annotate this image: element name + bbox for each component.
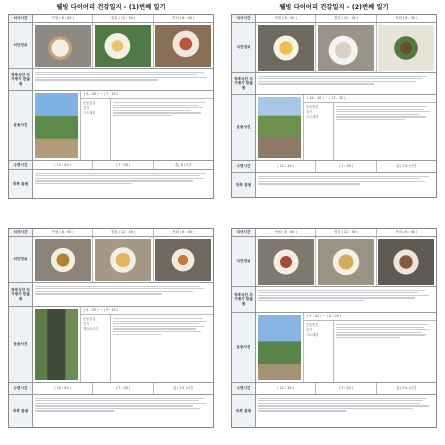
diary-table — [8, 14, 214, 199]
exercise-item: 걷기 — [306, 109, 313, 114]
breakfast-time: 아침 ( 8 : 45 ) — [33, 15, 93, 22]
breakfast-time: 아침 ( 8 : 30 ) — [256, 15, 316, 22]
lunch-time: 점심 ( 12 : 30 ) — [316, 229, 376, 236]
sleep-label: 수면시간 — [232, 383, 256, 394]
diary-table — [231, 228, 437, 428]
exercise-time: ( 6 : 30 ) ~ ( 7 : 30 ) — [81, 91, 213, 99]
exercise-label: 운동사진 — [9, 91, 33, 160]
meal-time-label: 식사시간 — [9, 229, 33, 236]
exercise-item: 걷기 — [83, 321, 90, 326]
exercise-type-label: 운동종류 — [306, 105, 319, 109]
exercise-item: 걷기 — [83, 105, 90, 110]
breakfast-photo — [35, 239, 91, 281]
meal-time-label: 식사시간 — [232, 229, 256, 236]
meal-note-label: 하루식단 자가평가 한줄평 — [232, 287, 256, 312]
meal-time-label: 식사시간 — [232, 15, 256, 22]
exercise-row — [9, 307, 213, 383]
exercise-label: 운동사진 — [9, 307, 33, 382]
exercise-label: 운동사진 — [232, 95, 256, 160]
diary-page-1 — [8, 4, 214, 218]
meal-photo-row — [9, 23, 213, 69]
lunch-photo — [318, 25, 374, 71]
sleep-total: 총( 8 )시간 — [174, 162, 192, 167]
sleep-row — [9, 161, 213, 170]
dinner-time: 저녁 ( 6 : 40 ) — [395, 230, 418, 235]
breakfast-photo — [258, 25, 314, 71]
review-label: 하루 총평 — [9, 170, 33, 198]
breakfast-photo — [35, 25, 91, 67]
exercise-row — [232, 313, 436, 383]
sleep-bedtime: ( 11 : 00 ) — [33, 161, 93, 169]
meal-photo-row — [9, 237, 213, 283]
exercise-time: ( 16 : 30 ) ~ ( 17 : 30 ) — [304, 95, 436, 103]
meal-photo-row — [232, 23, 436, 73]
breakfast-time: 아침 ( 8 : 40 ) — [33, 229, 93, 236]
exercise-photo — [35, 93, 78, 158]
exercise-label: 운동사진 — [232, 313, 256, 382]
exercise-row — [232, 95, 436, 161]
sleep-total: 총( 7.5 )시간 — [173, 386, 194, 391]
meal-photo-row — [232, 237, 436, 287]
exercise-time: ( 4 : 30 ) ~ ( 5 : 30 ) — [81, 307, 213, 315]
sleep-bedtime: ( 12 : 00 ) — [33, 383, 93, 394]
exercise-item: 걷기 — [306, 327, 313, 332]
page-title: 웰빙 다이어리 건강일지 - (1)번째 일기 — [56, 4, 166, 11]
review-row — [232, 395, 436, 427]
diary-page-3 — [8, 228, 214, 442]
dinner-photo — [378, 239, 434, 285]
meal-note-label: 하루식단 자가평가 한줄평 — [9, 69, 33, 90]
sleep-wake: ( 7 : 00 ) — [316, 383, 376, 394]
meal-photo-label: 식단정보 — [232, 237, 256, 286]
diary-page-2 — [231, 4, 437, 218]
breakfast-time: 아침 ( 8 : 30 ) — [256, 229, 316, 236]
review-row — [9, 170, 213, 198]
meal-photo-label: 식단정보 — [232, 23, 256, 72]
sleep-row — [232, 383, 436, 395]
dinner-photo — [378, 25, 434, 71]
review-label: 하루 총평 — [232, 395, 256, 427]
review-row — [9, 395, 213, 427]
lunch-time: 점심 ( 12 : 30 ) — [93, 229, 153, 236]
review-row — [232, 173, 436, 197]
exercise-item: 스트레칭 — [306, 114, 319, 119]
diary-table — [231, 14, 437, 198]
exercise-item: 스트레칭 — [83, 110, 96, 115]
sleep-wake: ( 7 : 00 ) — [93, 161, 153, 169]
lunch-photo — [318, 239, 374, 285]
review-label: 하루 총평 — [9, 395, 33, 427]
meal-time-row — [232, 229, 436, 237]
exercise-photo — [35, 309, 78, 380]
meal-time-row — [232, 15, 436, 23]
sleep-label: 수면시간 — [232, 161, 256, 172]
meal-note-row — [9, 69, 213, 91]
meal-time-row — [9, 15, 213, 23]
lunch-photo — [95, 239, 151, 281]
sleep-total: 총( 7.5 )시간 — [396, 164, 417, 169]
exercise-type-label: 운동종류 — [83, 317, 96, 321]
exercise-time: ( 5 : 00 ) ~ ( 6 : 00 ) — [304, 313, 436, 321]
meal-note-row — [232, 287, 436, 313]
meal-note-label: 하루식단 자가평가 한줄평 — [232, 73, 256, 94]
meal-time-row — [9, 229, 213, 237]
meal-note-label: 하루식단 자가평가 한줄평 — [9, 283, 33, 306]
meal-photo-label: 식단정보 — [9, 237, 33, 282]
dinner-time: 저녁 ( 6 : 30 ) — [172, 16, 195, 21]
lunch-time: 점심 ( 12 : 30 ) — [93, 15, 153, 22]
breakfast-photo — [258, 239, 314, 285]
sleep-row — [9, 383, 213, 395]
review-label: 하루 총평 — [232, 173, 256, 197]
sleep-wake: ( 7 : 00 ) — [316, 161, 376, 172]
exercise-photo — [258, 97, 301, 158]
meal-time-label: 식사시간 — [9, 15, 33, 22]
sleep-label: 수면시간 — [9, 383, 33, 394]
sleep-bedtime: ( 11 : 30 ) — [256, 383, 316, 394]
exercise-item: 스트레칭 — [306, 332, 319, 337]
diary-page-4 — [231, 228, 437, 442]
exercise-photo — [258, 315, 301, 380]
sleep-wake: ( 7 : 30 ) — [93, 383, 153, 394]
page-title: 웰빙 다이어리 건강일지 - (2)번째 일기 — [279, 4, 389, 11]
exercise-row — [9, 91, 213, 161]
exercise-type-label: 운동종류 — [83, 101, 96, 105]
sleep-label: 수면시간 — [9, 161, 33, 169]
dinner-time: 저녁 ( 6 : 30 ) — [172, 230, 195, 235]
meal-note-row — [232, 73, 436, 95]
exercise-type-label: 운동종류 — [306, 323, 319, 327]
sleep-bedtime: ( 11 : 30 ) — [256, 161, 316, 172]
exercise-item: 계단오르기 — [83, 326, 99, 331]
dinner-photo — [155, 25, 211, 67]
dinner-photo — [155, 239, 211, 281]
meal-note-row — [9, 283, 213, 307]
lunch-time: 점심 ( 12 : 30 ) — [316, 15, 376, 22]
dinner-time: 저녁 ( 6 : 30 ) — [395, 16, 418, 21]
meal-photo-label: 식단정보 — [9, 23, 33, 68]
sleep-row — [232, 161, 436, 173]
sleep-total: 총( 7.5 )시간 — [396, 386, 417, 391]
lunch-photo — [95, 25, 151, 67]
diary-table — [8, 228, 214, 428]
